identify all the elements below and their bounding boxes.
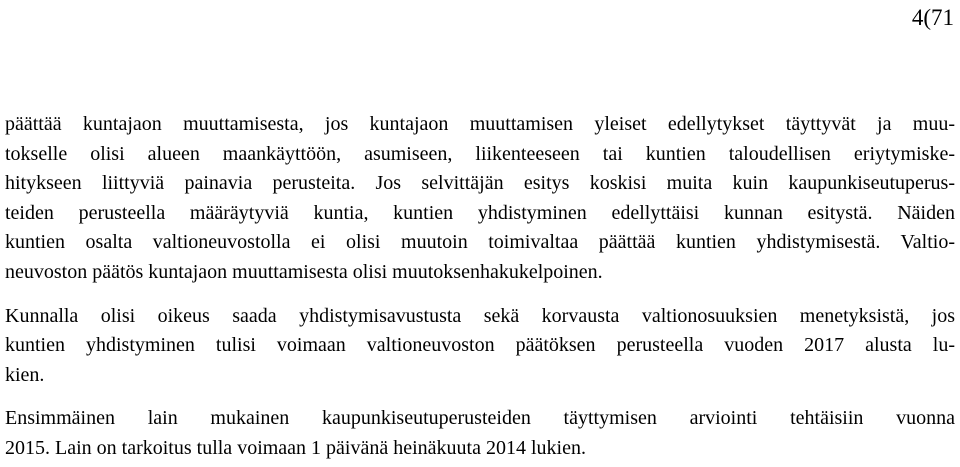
text-line: kien. xyxy=(5,363,45,386)
document-body xyxy=(5,110,955,464)
text-line: päättää kuntajaon muuttamisesta, jos kuntajaon muuttamisen yleiset edellytykset täyttyvät ja muu- xyxy=(5,113,955,135)
text-line: Ensimmäinen lain mukainen kaupunkiseutuperusteiden täyttymisen arviointi tehtäisiin vuonna xyxy=(5,407,955,430)
text-line: neuvoston päätös kuntajaon muuttamisesta olisi muutoksenhakukelpoinen. xyxy=(5,260,603,283)
paragraph-merger-subsidy xyxy=(5,302,955,391)
text-line: kuntien yhdistyminen tulisi voimaan valtioneuvoston päätöksen perusteella vuoden 2017 alusta lu- xyxy=(5,334,955,357)
page-number: 4(71 xyxy=(911,5,954,30)
text-line: teiden perusteella määräytyviä kuntia, kuntien yhdistyminen edellyttäisi kunnan esitystä. Näiden xyxy=(5,201,955,224)
text-line: Kunnalla olisi oikeus saada yhdistymisavustusta sekä korvausta valtionosuuksien menetyksistä, jos xyxy=(5,304,955,327)
text-line: 2015. Lain on tarkoitus tulla voimaan 1 päivänä heinäkuuta 2014 lukien. xyxy=(5,436,586,459)
paragraph-municipal-merger-decision xyxy=(5,110,955,288)
text-line: hitykseen liittyviä painavia perusteita. Jos selvittäjän esitys koskisi muita kuin kaupunkiseutuperus- xyxy=(5,172,955,195)
text-line: kuntien osalta valtioneuvostolla ei olisi muutoin toimivaltaa päättää kuntien yhdistymisestä. Valtio- xyxy=(5,231,955,254)
paragraph-first-assessment xyxy=(5,404,955,463)
text-line: tokselle olisi alueen maankäyttöön, asumiseen, liikenteeseen tai kuntien taloudellisen eriytymiske- xyxy=(5,142,955,165)
